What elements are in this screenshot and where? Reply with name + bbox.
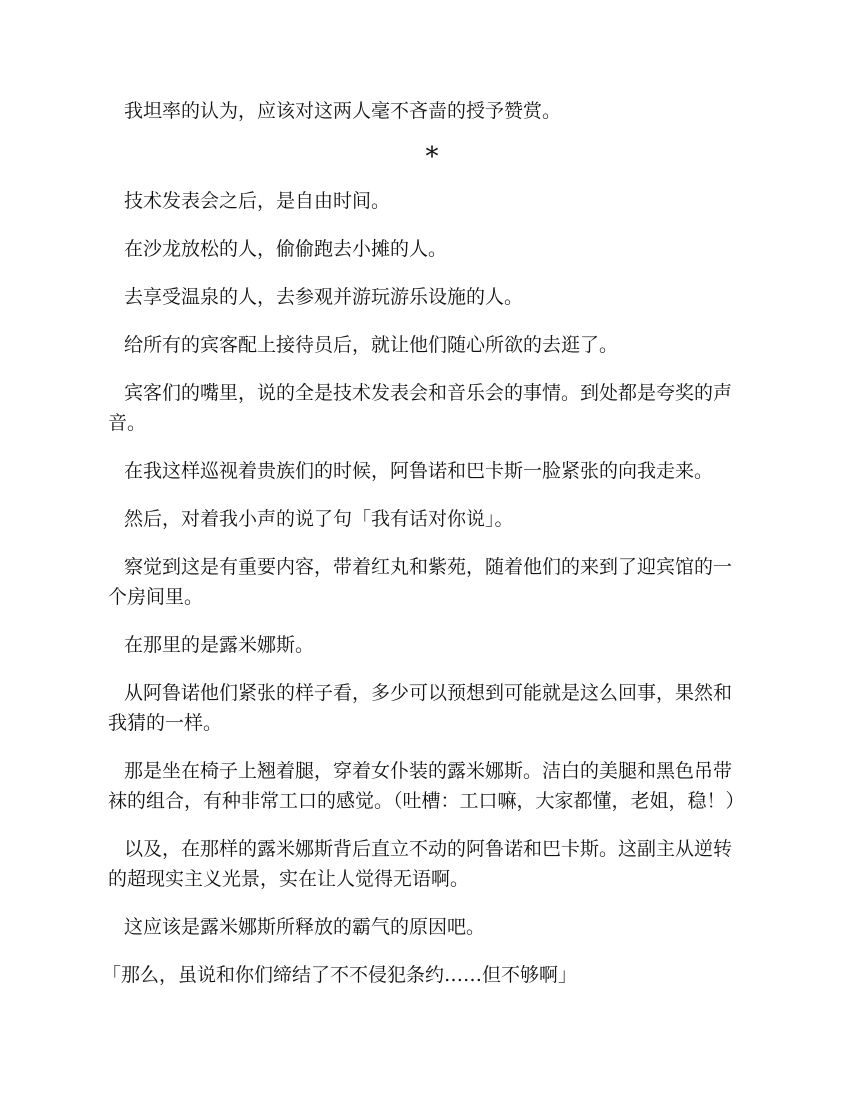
paragraph: 以及，在那样的露米娜斯背后直立不动的阿鲁诺和巴卡斯。这副主从逆转的超现实主义光景，实在让人觉得无语啊。: [108, 838, 733, 890]
paragraph: 技术发表会之后，是自由时间。: [124, 190, 391, 212]
paragraph: 从阿鲁诺他们紧张的样子看，多少可以预想到可能就是这么回事，果然和我猜的一样。: [108, 682, 733, 734]
paragraph: 然后，对着我小声的说了句「我有话对你说」。: [124, 508, 514, 530]
paragraph: 我坦率的认为，应该对这两人毫不吝啬的授予赞赏。: [124, 100, 562, 122]
paragraph: 在我这样巡视着贵族们的时候，阿鲁诺和巴卡斯一脸紧张的向我走来。: [124, 460, 714, 482]
paragraph: 去享受温泉的人，去参观并游玩游乐设施的人。: [124, 286, 524, 308]
paragraph: 这应该是露米娜斯所释放的霸气的原因吧。: [124, 916, 486, 938]
dialogue-line: 「那么，虽说和你们缔结了不不侵犯条约……但不够啊」: [102, 964, 578, 986]
paragraph: 给所有的宾客配上接待员后，就让他们随心所欲的去逛了。: [124, 334, 619, 356]
paragraph: 那是坐在椅子上翘着腿，穿着女仆装的露米娜斯。洁白的美腿和黑色吊带袜的组合，有种非常工口的感觉。（吐槽：工口嘛，大家都懂，老姐，稳！）: [108, 760, 745, 812]
paragraph: 在沙龙放松的人，偷偷跑去小摊的人。: [124, 238, 448, 260]
paragraph: 在那里的是露米娜斯。: [124, 634, 315, 656]
scene-divider: *: [425, 142, 439, 172]
paragraph: 察觉到这是有重要内容，带着红丸和紫苑，随着他们的来到了迎宾馆的一个房间里。: [108, 556, 733, 608]
paragraph: 宾客们的嘴里，说的全是技术发表会和音乐会的事情。到处都是夸奖的声音。: [108, 382, 733, 434]
